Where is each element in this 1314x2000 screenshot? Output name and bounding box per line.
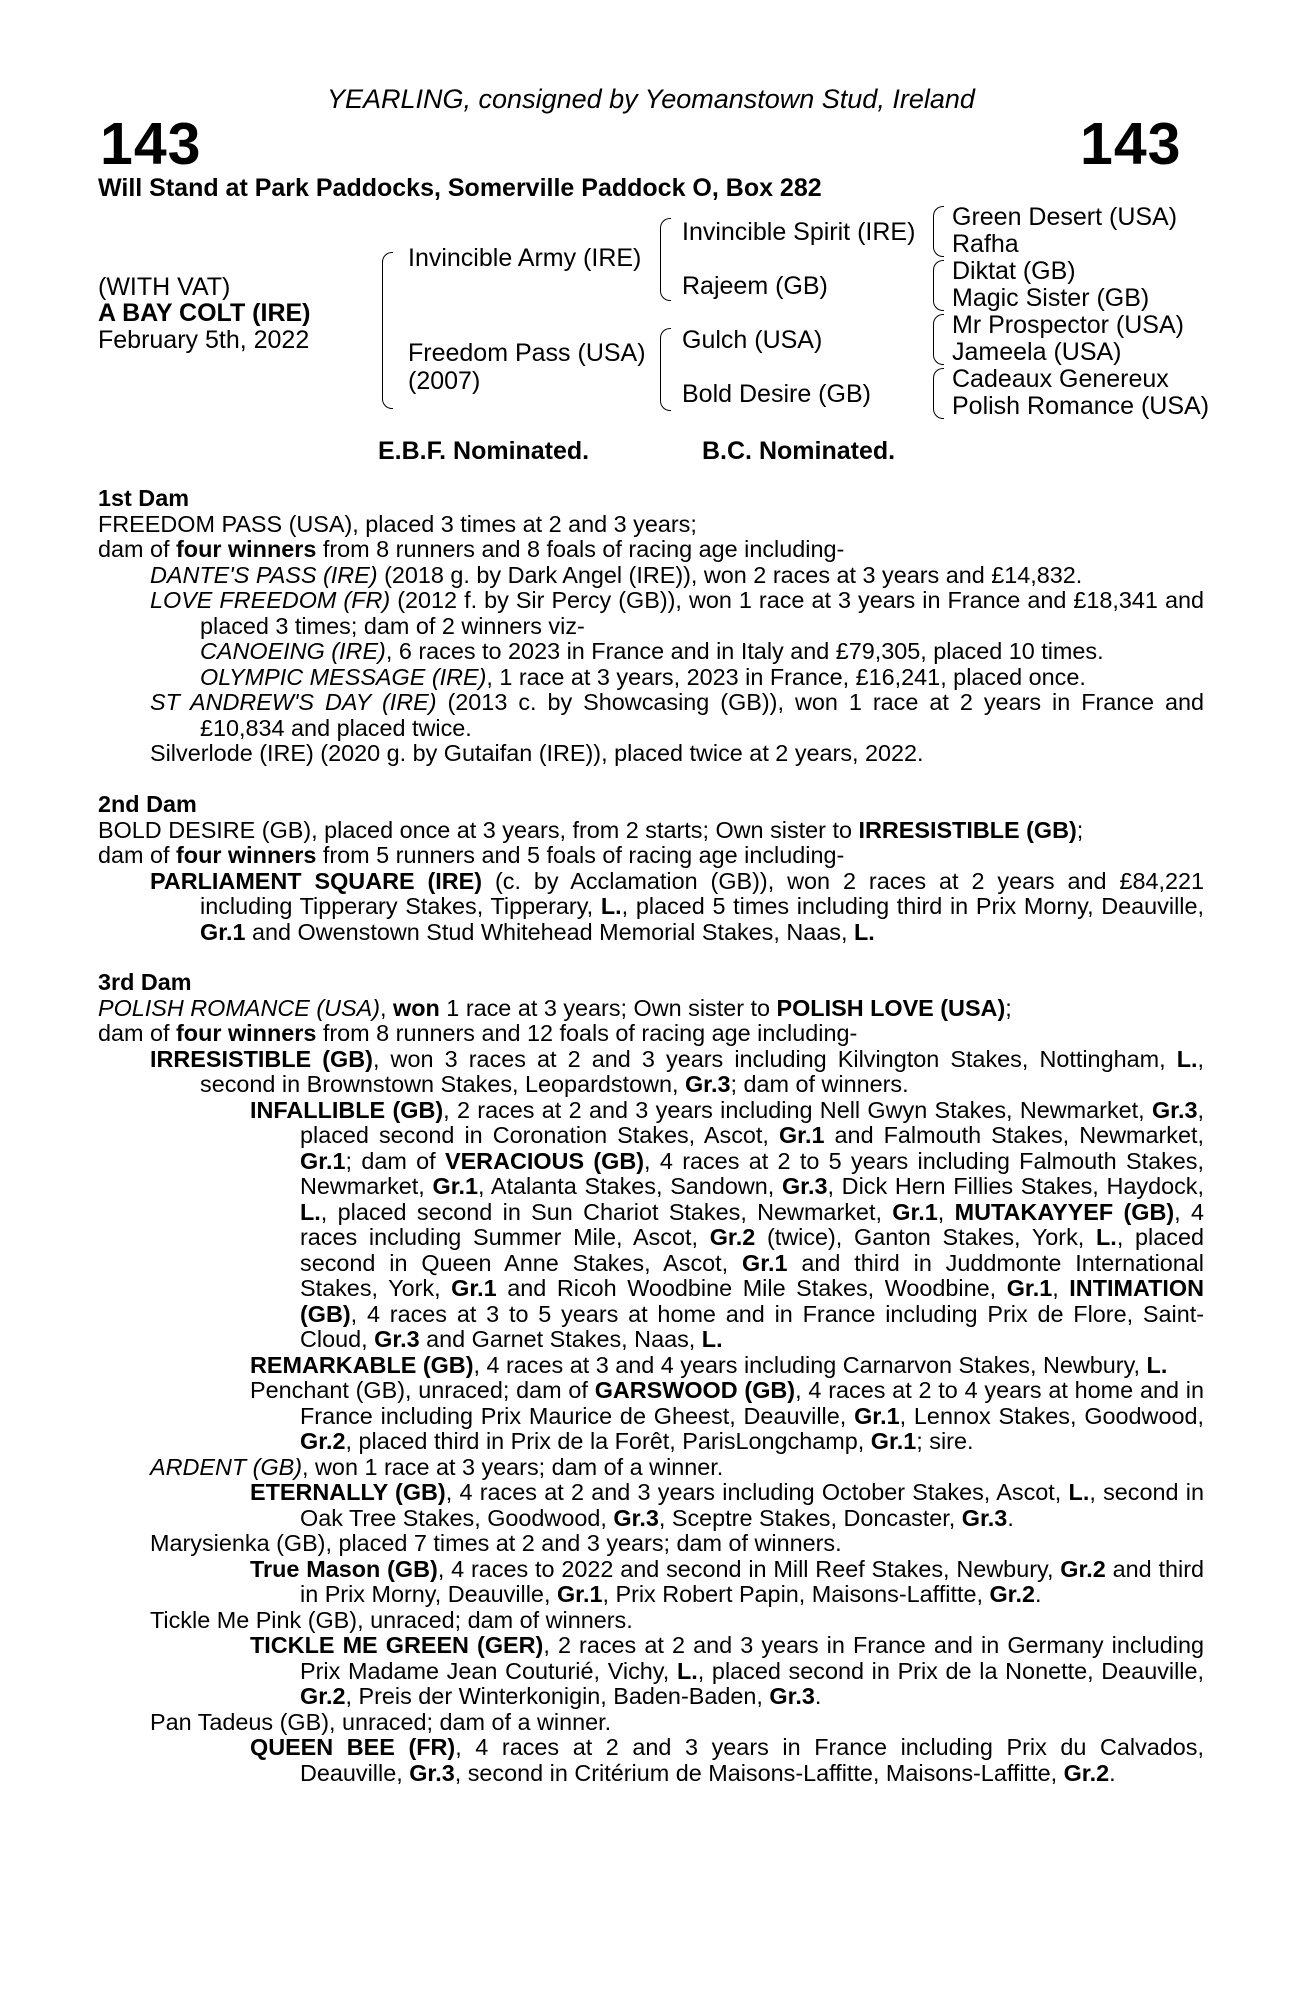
ggs-3: Diktat (GB) <box>952 257 1076 285</box>
produce-eternally: ETERNALLY (GB), 4 races at 2 and 3 years including October Stakes, Ascot, L., second in Oak Tree Stakes, Goodwood, Gr.3, Sceptre Stakes, Doncaster, Gr.3. <box>250 1479 1204 1531</box>
third-dam-section <box>98 970 1204 1786</box>
horse-dob: February 5th, 2022 <box>98 326 310 354</box>
produce-marysienka: Marysienka (GB), placed 7 times at 2 and 3 years; dam of winners. <box>150 1530 842 1556</box>
page-header: YEARLING, consigned by Yeomanstown Stud, Ireland <box>327 84 975 114</box>
sire: Invincible Army (IRE) <box>408 244 642 272</box>
third-dam-line-2: dam of four winners from 8 runners and 12 foals of racing age including- <box>98 1020 858 1046</box>
first-dam-section <box>98 486 1204 767</box>
produce-parliament-square: PARLIAMENT SQUARE (IRE) (c. by Acclamation (GB)), won 2 races at 2 years and £84,221 including Tipperary Stakes, Tipperary, L., placed 5 times including third in Prix Morny, Deauville, Gr.1 and Owenstown Stud Whitehead Memorial Stakes, Naas, L. <box>150 867 1204 945</box>
produce-queen-bee: QUEEN BEE (FR), 4 races at 2 and 3 years in France including Prix du Calvados, Deauville, Gr.3, second in Critérium de Maisons-Laffitte, Maisons-Laffitte, Gr.2. <box>250 1734 1204 1786</box>
dam-sire: Gulch (USA) <box>682 326 823 354</box>
dam-dam: Bold Desire (GB) <box>682 380 871 408</box>
second-dam-line-1: BOLD DESIRE (GB), placed once at 3 years, from 2 starts; Own sister to IRRESISTIBLE (GB); <box>98 816 1084 843</box>
third-dam-line-1: POLISH ROMANCE (USA), won 1 race at 3 years; Own sister to POLISH LOVE (USA); <box>98 994 1012 1021</box>
lot-number-right: 143 <box>1080 111 1182 177</box>
produce-olympic-message: OLYMPIC MESSAGE (IRE), 1 race at 3 years, 2023 in France, £16,241, placed once. <box>200 663 1086 690</box>
ggs-1: Green Desert (USA) <box>952 203 1178 231</box>
first-dam-line-1: FREEDOM PASS (USA), placed 3 times at 2 and 3 years; <box>98 510 697 537</box>
first-dam-heading: 1st Dam <box>98 485 190 511</box>
lot-number-left: 143 <box>100 111 202 177</box>
produce-pan-tadeus: Pan Tadeus (GB), unraced; dam of a winner. <box>150 1708 612 1735</box>
horse-name: A BAY COLT (IRE) <box>98 299 311 327</box>
sire-dam: Rajeem (GB) <box>682 272 828 300</box>
produce-love-freedom: LOVE FREEDOM (FR) (2012 f. by Sir Percy (GB)), won 1 race at 3 years in France and £18,341 and placed 3 times; dam of 2 winners viz- <box>150 587 1204 639</box>
dam-year: (2007) <box>408 367 481 395</box>
produce-irresistible: IRRESISTIBLE (GB), won 3 races at 2 and 3 years including Kilvington Stakes, Nottingham, L., second in Brownstown Stakes, Leopardstown, Gr.3; dam of winners. <box>150 1045 1204 1097</box>
produce-dantes-pass: DANTE'S PASS (IRE) (2018 g. by Dark Angel (IRE)), won 2 races at 3 years and £14,832. <box>150 561 1083 588</box>
sire-sire: Invincible Spirit (IRE) <box>682 218 916 246</box>
produce-penchant: Penchant (GB), unraced; dam of GARSWOOD (GB), 4 races at 2 to 4 years at home and in France including Prix Maurice de Gheest, Deauville, Gr.1, Lennox Stakes, Goodwood, Gr.2, placed third in Prix de la Forêt, ParisLongchamp, Gr.1; sire. <box>250 1377 1204 1454</box>
bc-nomination: B.C. Nominated. <box>702 437 896 465</box>
produce-silverlode: Silverlode (IRE) (2020 g. by Gutaifan (IRE)), placed twice at 2 years, 2022. <box>150 740 924 766</box>
produce-remarkable: REMARKABLE (GB), 4 races at 3 and 4 years including Carnarvon Stakes, Newbury, L. <box>250 1351 1168 1378</box>
ggs-7: Cadeaux Genereux <box>952 365 1169 393</box>
second-dam-heading: 2nd Dam <box>98 791 197 817</box>
second-dam-section <box>98 792 1204 945</box>
produce-tickle-me-green: TICKLE ME GREEN (GER), 2 races at 2 and 3 years in France and in Germany including Prix Madame Jean Couturié, Vichy, L., placed second in Prix de la Nonette, Deauville, Gr.2, Preis der Winterkonigin, Baden-Baden, Gr.3. <box>250 1632 1204 1709</box>
produce-st-andrews-day: ST ANDREW'S DAY (IRE) (2013 c. by Showcasing (GB)), won 1 race at 2 years in France and £10,834 and placed twice. <box>150 689 1205 741</box>
produce-true-mason: True Mason (GB), 4 races to 2022 and second in Mill Reef Stakes, Newbury, Gr.2 and third in Prix Morny, Deauville, Gr.1, Prix Robert Papin, Maisons-Laffitte, Gr.2. <box>250 1555 1204 1607</box>
third-dam-heading: 3rd Dam <box>98 969 192 995</box>
ggs-2: Rafha <box>952 230 1019 258</box>
produce-tickle-me-pink: Tickle Me Pink (GB), unraced; dam of winners. <box>150 1606 633 1633</box>
ggs-5: Mr Prospector (USA) <box>952 311 1184 339</box>
produce-infallible: INFALLIBLE (GB), 2 races at 2 and 3 years including Nell Gwyn Stakes, Newmarket, Gr.3, placed second in Coronation Stakes, Ascot, Gr.1 and Falmouth Stakes, Newmarket, Gr.1; dam of VERACIOUS (GB), 4 races at 2 to 5 years including Falmouth Stakes, Newmarket, Gr.1, Atalanta Stakes, Sandown, Gr.3, Dick Hern Fillies Stakes, Haydock, L., placed second in Sun Chariot Stakes, Newmarket, Gr.1, MUTAKAYYEF (GB), 4 races including Summer Mile, Ascot, Gr.2 (twice), Ganton Stakes, York, L., placed second in Queen Anne Stakes, Ascot, Gr.1 and third in Juddmonte International Stakes, York, Gr.1 and Ricoh Woodbine Mile Stakes, Woodbine, Gr.1, INTIMATION (GB), 4 races at 3 to 5 years at home and in France including Prix de Flore, Saint-Cloud, Gr.3 and Garnet Stakes, Naas, L. <box>250 1096 1205 1352</box>
dam: Freedom Pass (USA) <box>408 339 646 367</box>
produce-canoeing: CANOEING (IRE), 6 races to 2023 in France and in Italy and £79,305, placed 10 times. <box>200 638 1104 664</box>
ggs-6: Jameela (USA) <box>952 338 1122 366</box>
second-dam-line-2: dam of four winners from 5 runners and 5 foals of racing age including- <box>98 842 845 868</box>
vat-note: (WITH VAT) <box>98 273 231 301</box>
ggs-8: Polish Romance (USA) <box>952 392 1210 420</box>
ggs-4: Magic Sister (GB) <box>952 284 1150 312</box>
produce-ardent: ARDENT (GB), won 1 race at 3 years; dam of a winner. <box>150 1453 724 1480</box>
stand-location: Will Stand at Park Paddocks, Somerville Paddock O, Box 282 <box>98 174 822 202</box>
first-dam-line-2: dam of four winners from 8 runners and 8 foals of racing age including- <box>98 536 845 562</box>
ebf-nomination: E.B.F. Nominated. <box>378 437 590 465</box>
